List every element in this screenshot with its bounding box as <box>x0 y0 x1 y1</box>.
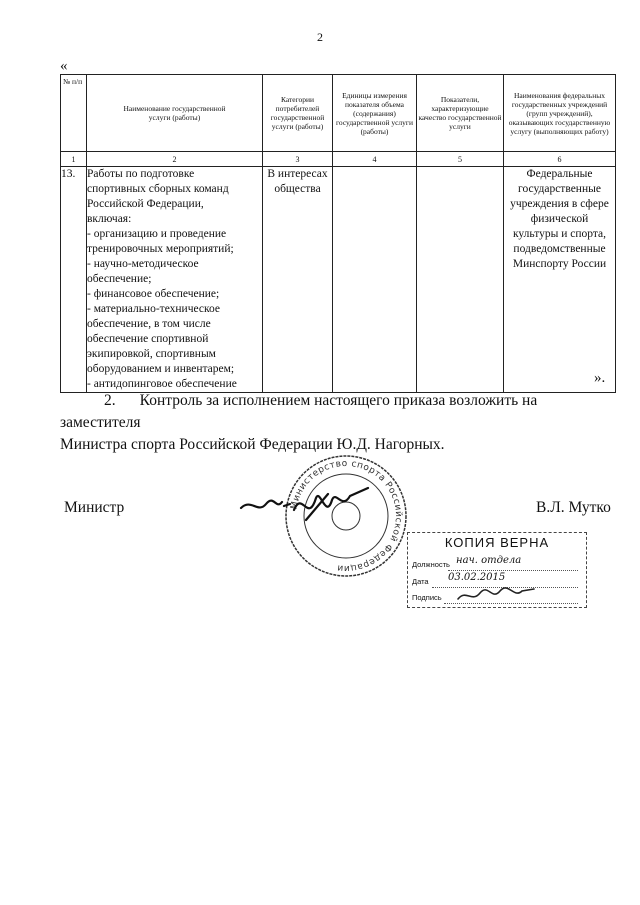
service-name-line: включая: <box>87 213 132 225</box>
minister-signature <box>236 480 376 535</box>
paragraph-2 <box>60 390 616 456</box>
stamp-position-value: нач. отдела <box>456 555 522 566</box>
header-quality-indicators: Показатели, характеризующие качество государственной услуги <box>417 75 504 152</box>
closing-quote: ». <box>594 370 606 386</box>
service-name-line: Российской Федерации, <box>87 198 204 210</box>
category-line: В интересах <box>267 168 328 180</box>
column-number: 4 <box>333 152 417 167</box>
stamp-position-label: Должность <box>412 560 450 569</box>
service-name-line: тренировочных мероприятий; <box>87 243 234 255</box>
page-number: 2 <box>317 30 323 44</box>
institution-line: Федеральные <box>526 168 593 180</box>
header-number: № п/п <box>61 75 87 152</box>
header-institutions: Наименования федеральных государственных учреждений (групп учреждений), оказывающих государственную услугу (выполняющих работу) <box>504 75 616 152</box>
column-number: 5 <box>417 152 504 167</box>
column-number: 3 <box>263 152 333 167</box>
quality-indicators-cell <box>417 167 504 393</box>
service-name-line: обеспечение, в том числе <box>87 318 211 330</box>
paragraph-line: Контроль за исполнением настоящего приказа возложить на заместителя <box>60 392 538 431</box>
stamp-date-value: 03.02.2015 <box>448 572 506 583</box>
column-number-row <box>61 152 616 167</box>
service-name-line: обеспечение спортивной <box>87 333 209 345</box>
institution-line: учреждения в сфере <box>510 198 609 210</box>
institution-line: физической <box>530 213 589 225</box>
column-number: 2 <box>87 152 263 167</box>
institution-line: Минспорту России <box>512 258 607 270</box>
seal-text: Министерство спорта Российской Федерации <box>289 458 404 574</box>
signatory-title: Министр <box>64 499 125 516</box>
volume-units-cell <box>333 167 417 393</box>
stamp-signature-line <box>412 593 442 602</box>
table-header-row <box>61 75 616 152</box>
signatory-name: В.Л. Мутко <box>536 499 611 516</box>
header-consumer-category: Категории потребителей государственной услуги (работы) <box>263 75 333 152</box>
column-number: 6 <box>504 152 616 167</box>
header-volume-units: Единицы измерения показателя объема (содержания) государственной услуги (работы) <box>333 75 417 152</box>
institutions-cell <box>504 167 616 393</box>
services-table <box>60 74 616 393</box>
stamp-divider <box>448 570 578 571</box>
institution-line: культуры и спорта, <box>513 228 606 240</box>
service-name-line: Работы по подготовке <box>87 168 195 180</box>
copy-certified-stamp <box>407 532 587 608</box>
paragraph-line: Министра спорта Российской Федерации Ю.Д. Нагорных. <box>60 436 445 453</box>
table-row <box>61 167 616 393</box>
service-name-line: спортивных сборных команд <box>87 183 229 195</box>
service-name-line: - антидопинговое обеспечение <box>87 378 237 390</box>
category-line: общества <box>274 183 321 195</box>
column-number: 1 <box>61 152 87 167</box>
service-name-line: - материально-техническое <box>87 303 220 315</box>
consumer-category-cell <box>263 167 333 393</box>
service-name-line: - организацию и проведение <box>87 228 227 240</box>
institution-line: подведомственные <box>513 243 606 255</box>
stamp-position-line <box>412 555 522 569</box>
stamp-signature-scribble <box>456 585 536 605</box>
stamp-title: КОПИЯ ВЕРНА <box>444 535 550 550</box>
service-name-line: экипировкой, спортивным <box>87 348 216 360</box>
stamp-divider <box>444 603 578 604</box>
stamp-signature-label: Подпись <box>412 593 442 602</box>
service-name-cell <box>87 167 263 393</box>
service-name-line: обеспечение; <box>87 273 152 285</box>
header-service-name: Наименование государственной услуги (работы) <box>87 75 263 152</box>
row-number: 13. <box>61 167 87 393</box>
service-name-line: - финансовое обеспечение; <box>87 288 220 300</box>
institution-line: государственные <box>518 183 601 195</box>
service-name-line: - научно-методическое <box>87 258 199 270</box>
paragraph-number: 2. <box>104 392 116 409</box>
opening-quote: « <box>60 58 68 74</box>
stamp-date-line <box>412 572 506 586</box>
stamp-date-label: Дата <box>412 577 429 586</box>
service-name-line: оборудованием и инвентарем; <box>87 363 235 375</box>
